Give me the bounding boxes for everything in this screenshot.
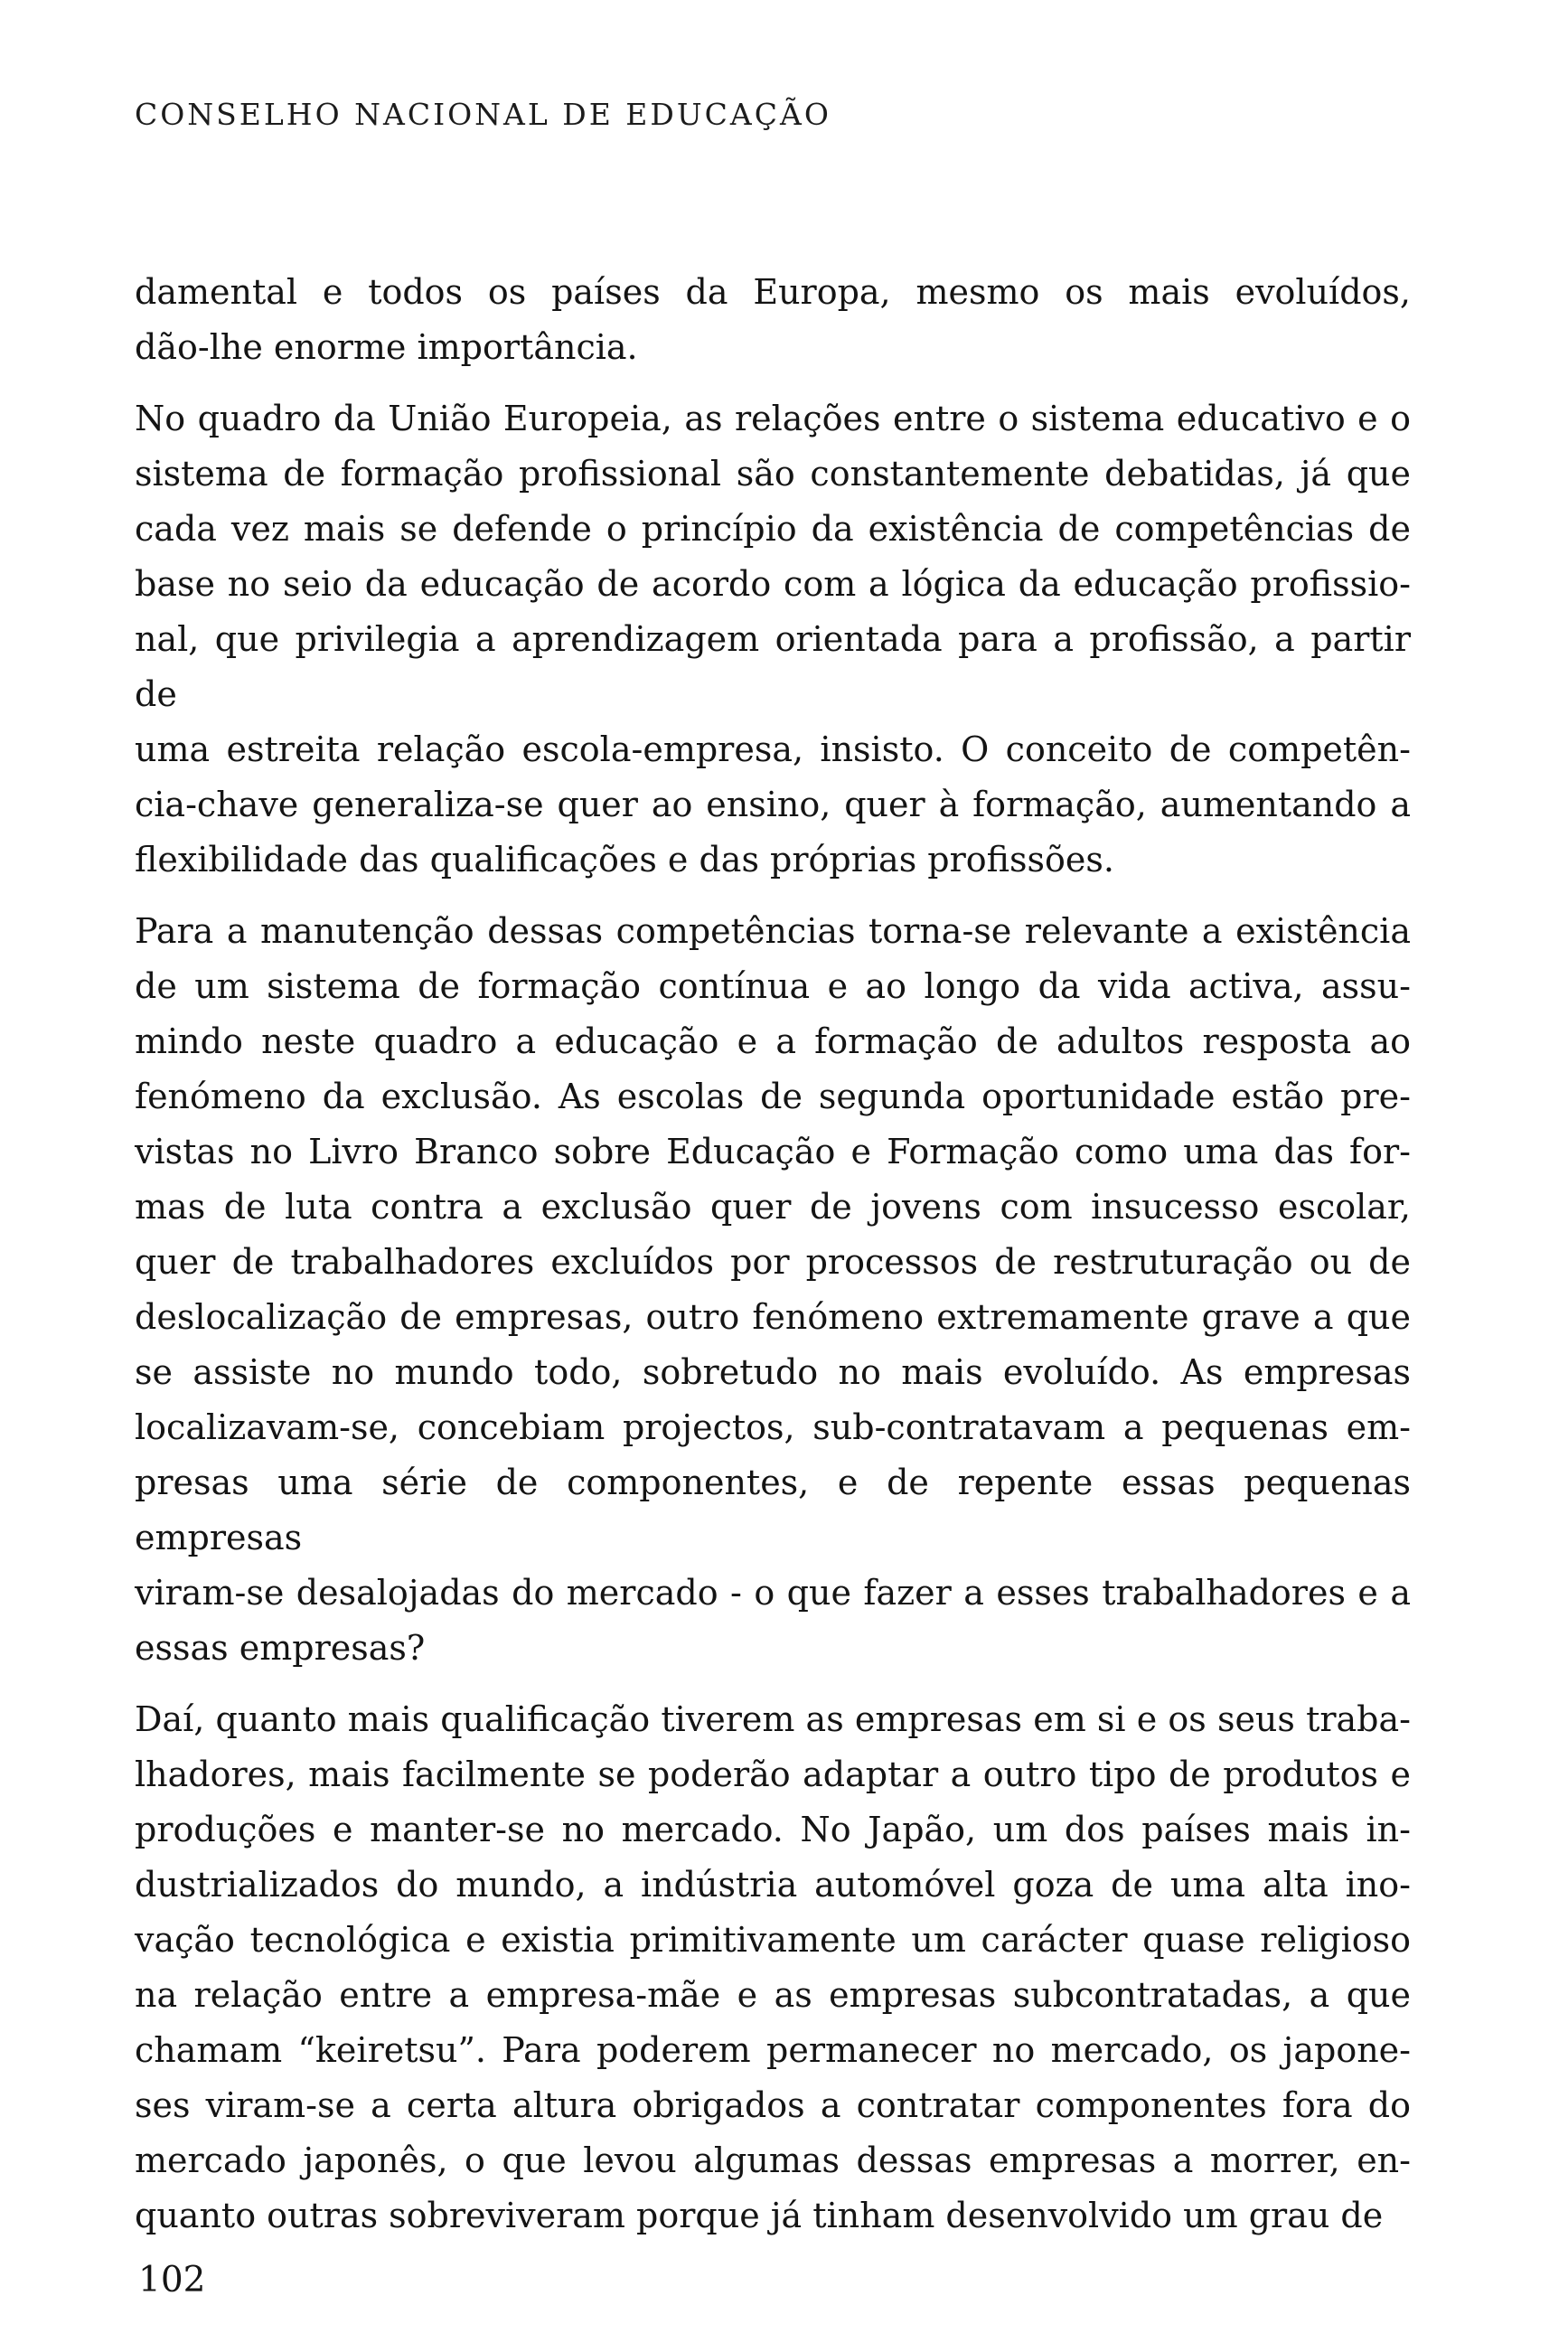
text-line: Para a manutenção dessas competências torna-se relevante a existência: [135, 911, 1411, 951]
text-line: vação tecnológica e existia primitivamente um carácter quase religioso: [135, 1920, 1411, 1960]
text-line: se assiste no mundo todo, sobretudo no mais evoluído. As empresas: [135, 1352, 1411, 1392]
text-line: quer de trabalhadores excluídos por processos de restruturação ou de: [135, 1242, 1411, 1282]
text-line: damental e todos os países da Europa, mesmo os mais evoluídos,: [135, 272, 1411, 312]
text-line: nal, que privilegia a aprendizagem orientada para a profissão, a partir de: [135, 619, 1411, 714]
page-number: 102: [138, 2260, 206, 2300]
text-line: essas empresas?: [135, 1628, 426, 1668]
text-line: ses viram-se a certa altura obrigados a contratar componentes fora do: [135, 2085, 1411, 2125]
text-line: flexibilidade das qualificações e das próprias profissões.: [135, 840, 1114, 880]
text-line: mindo neste quadro a educação e a formação de adultos resposta ao: [135, 1021, 1411, 1061]
text-line: mercado japonês, o que levou algumas dessas empresas a morrer, en-: [135, 2140, 1411, 2180]
text-line: na relação entre a empresa-mãe e as empresas subcontratadas, a que: [135, 1975, 1411, 2015]
text-line: vistas no Livro Branco sobre Educação e Formação como uma das for-: [135, 1132, 1411, 1171]
text-line: presas uma série de componentes, e de repente essas pequenas empresas: [135, 1463, 1411, 1557]
text-line: uma estreita relação escola-empresa, insisto. O conceito de competên-: [135, 729, 1411, 769]
text-line: mas de luta contra a exclusão quer de jovens com insucesso escolar,: [135, 1187, 1411, 1227]
text-line: viram-se desalojadas do mercado - o que fazer a esses trabalhadores e a: [135, 1573, 1411, 1613]
text-line: deslocalização de empresas, outro fenómeno extremamente grave a que: [135, 1297, 1411, 1337]
text-line: chamam “keiretsu”. Para poderem permanecer no mercado, os japone-: [135, 2030, 1411, 2070]
running-header: CONSELHO NACIONAL DE EDUCAÇÃO: [135, 97, 831, 132]
text-line: lhadores, mais facilmente se poderão adaptar a outro tipo de produtos e: [135, 1755, 1411, 1794]
text-line: sistema de formação profissional são constantemente debatidas, já que: [135, 454, 1411, 494]
text-line: cada vez mais se defende o princípio da existência de competências de: [135, 509, 1411, 549]
paragraph: [135, 1692, 1411, 2244]
text-line: dustrializados do mundo, a indústria automóvel goza de uma alta ino-: [135, 1865, 1411, 1905]
paragraph: [135, 391, 1411, 888]
text-line: produções e manter-se no mercado. No Japão, um dos países mais in-: [135, 1810, 1411, 1849]
paragraph: [135, 904, 1411, 1676]
text-line: No quadro da União Europeia, as relações entre o sistema educativo e o: [135, 399, 1411, 438]
text-line: Daí, quanto mais qualificação tiverem as empresas em si e os seus traba-: [135, 1699, 1411, 1739]
text-line: quanto outras sobreviveram porque já tinham desenvolvido um grau de: [135, 2196, 1384, 2235]
text-line: base no seio da educação de acordo com a lógica da educação profissio-: [135, 564, 1411, 604]
text-line: de um sistema de formação contínua e ao longo da vida activa, assu-: [135, 966, 1411, 1006]
body-text: [135, 265, 1411, 2244]
paragraph: [135, 265, 1411, 375]
text-line: fenómeno da exclusão. As escolas de segunda oportunidade estão pre-: [135, 1077, 1411, 1116]
text-line: localizavam-se, concebiam projectos, sub-contratavam a pequenas em-: [135, 1407, 1411, 1447]
text-line: dão-lhe enorme importância.: [135, 327, 638, 367]
text-line: cia-chave generaliza-se quer ao ensino, quer à formação, aumentando a: [135, 785, 1411, 824]
